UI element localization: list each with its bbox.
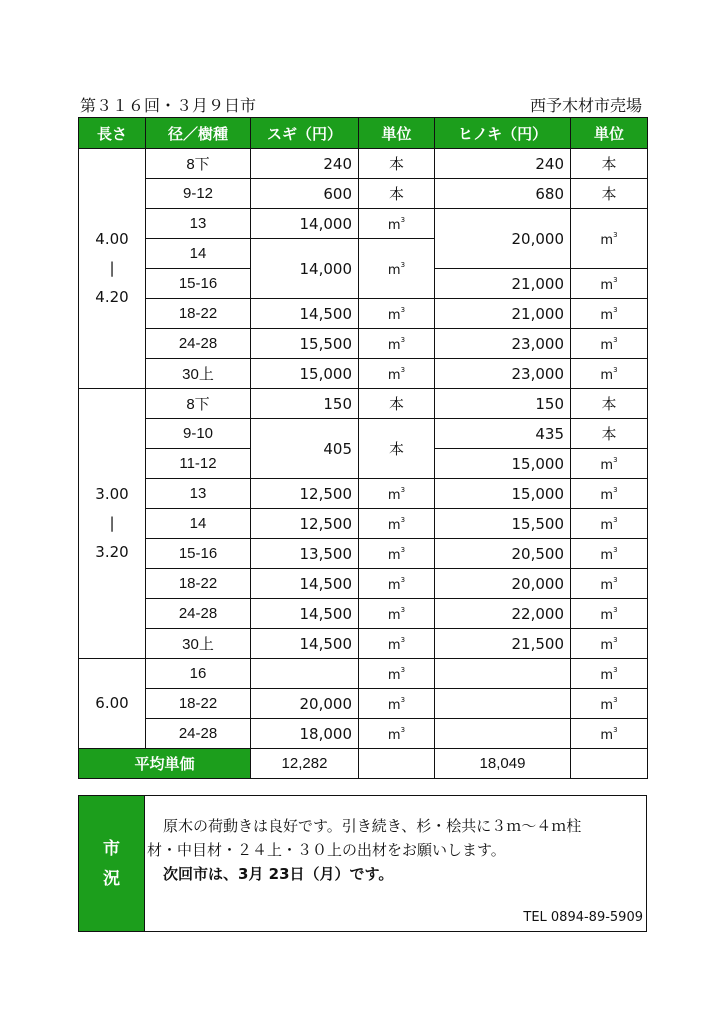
diameter-cell: 15-16 [146, 539, 251, 569]
table-row [79, 419, 648, 449]
table-row [79, 149, 648, 179]
unit-cell: 本 [359, 389, 435, 419]
sugi-price: 150 [251, 389, 359, 419]
hinoki-price: 21,500 [435, 629, 571, 659]
empty-cell [571, 749, 648, 779]
diameter-cell: 24-28 [146, 719, 251, 749]
unit-cell: $m^3$ [359, 689, 435, 719]
hinoki-price: 240 [435, 149, 571, 179]
hinoki-price: 21,000 [435, 299, 571, 329]
unit-cell: 本 [359, 149, 435, 179]
sugi-price: 405 [251, 419, 359, 479]
col-length: 長さ [79, 118, 146, 149]
sugi-price: 14,500 [251, 569, 359, 599]
hinoki-price: 150 [435, 389, 571, 419]
unit-cell: 本 [359, 419, 435, 479]
average-hinoki: 18,049 [435, 749, 571, 779]
diameter-cell: 30上 [146, 359, 251, 389]
table-row [79, 209, 648, 239]
sugi-price: 15,500 [251, 329, 359, 359]
table-row [79, 569, 648, 599]
sugi-price: 12,500 [251, 509, 359, 539]
unit-cell: $m^3$ [571, 689, 648, 719]
hinoki-price: 15,000 [435, 449, 571, 479]
hinoki-price [435, 689, 571, 719]
unit-cell: $m^3$ [571, 329, 648, 359]
sugi-price: 600 [251, 179, 359, 209]
diameter-cell: 9-12 [146, 179, 251, 209]
diameter-cell: 8下 [146, 149, 251, 179]
unit-cell: 本 [571, 149, 648, 179]
col-unit-sugi: 単位 [359, 118, 435, 149]
market-line-2: 材・中目材・２４上・３０上の出材をお願いします。 [147, 841, 506, 859]
hinoki-price: 15,000 [435, 479, 571, 509]
table-row [79, 329, 648, 359]
diameter-cell: 16 [146, 659, 251, 689]
diameter-cell: 8下 [146, 389, 251, 419]
unit-cell: $m^3$ [359, 509, 435, 539]
unit-cell: $m^3$ [359, 209, 435, 239]
unit-cell: $m^3$ [359, 539, 435, 569]
average-row [79, 749, 648, 779]
hinoki-price [435, 659, 571, 689]
diameter-cell: 30上 [146, 629, 251, 659]
sugi-price: 240 [251, 149, 359, 179]
unit-cell: $m^3$ [359, 329, 435, 359]
market-title: 第３１６回・３月９日市 [80, 96, 257, 115]
hinoki-price: 680 [435, 179, 571, 209]
unit-cell: $m^3$ [571, 359, 648, 389]
diameter-cell: 13 [146, 479, 251, 509]
market-conditions-label: 市 況 [79, 796, 145, 931]
unit-cell: $m^3$ [571, 449, 648, 479]
hinoki-price: 21,000 [435, 269, 571, 299]
table-row [79, 629, 648, 659]
sugi-price: 14,500 [251, 599, 359, 629]
unit-cell: $m^3$ [359, 569, 435, 599]
unit-cell: 本 [571, 389, 648, 419]
next-market-notice: 次回市は、3月 23日（月）です。 [163, 865, 394, 883]
unit-cell: $m^3$ [571, 629, 648, 659]
hinoki-price [435, 719, 571, 749]
diameter-cell: 15-16 [146, 269, 251, 299]
diameter-cell: 18-22 [146, 569, 251, 599]
hinoki-price: 22,000 [435, 599, 571, 629]
table-header-row [79, 118, 648, 149]
sugi-price [251, 659, 359, 689]
diameter-cell: 18-22 [146, 689, 251, 719]
unit-cell: $m^3$ [359, 599, 435, 629]
table-row [79, 599, 648, 629]
unit-cell: $m^3$ [571, 539, 648, 569]
unit-cell: $m^3$ [571, 569, 648, 599]
sugi-price: 18,000 [251, 719, 359, 749]
unit-cell: $m^3$ [359, 479, 435, 509]
diameter-cell: 9-10 [146, 419, 251, 449]
unit-cell: $m^3$ [359, 629, 435, 659]
unit-cell: $m^3$ [571, 659, 648, 689]
unit-cell: $m^3$ [571, 479, 648, 509]
table-row [79, 299, 648, 329]
unit-cell: 本 [359, 179, 435, 209]
table-row [79, 389, 648, 419]
table-row [79, 689, 648, 719]
diameter-cell: 24-28 [146, 599, 251, 629]
market-conditions-text [147, 814, 643, 886]
sugi-price: 20,000 [251, 689, 359, 719]
hinoki-price: 20,000 [435, 569, 571, 599]
table-row [79, 659, 648, 689]
hinoki-price: 435 [435, 419, 571, 449]
unit-cell: $m^3$ [359, 719, 435, 749]
unit-cell: $m^3$ [359, 659, 435, 689]
table-row [79, 359, 648, 389]
diameter-cell: 13 [146, 209, 251, 239]
telephone-number: TEL 0894-89-5909 [523, 910, 643, 925]
col-unit-hinoki: 単位 [571, 118, 648, 149]
col-hinoki: ヒノキ（円） [435, 118, 571, 149]
price-table [78, 117, 648, 779]
unit-cell: $m^3$ [359, 239, 435, 299]
unit-cell: $m^3$ [571, 209, 648, 269]
table-row [79, 479, 648, 509]
market-conditions-box [78, 795, 647, 932]
diameter-cell: 11-12 [146, 449, 251, 479]
col-sugi: スギ（円） [251, 118, 359, 149]
unit-cell: $m^3$ [571, 719, 648, 749]
empty-cell [359, 749, 435, 779]
hinoki-price: 23,000 [435, 329, 571, 359]
table-row [79, 539, 648, 569]
hinoki-price: 20,000 [435, 209, 571, 269]
length-cell: 4.00 | 4.20 [79, 149, 146, 389]
diameter-cell: 14 [146, 239, 251, 269]
sugi-price: 14,000 [251, 209, 359, 239]
hinoki-price: 15,500 [435, 509, 571, 539]
sugi-price: 14,000 [251, 239, 359, 299]
sugi-price: 15,000 [251, 359, 359, 389]
unit-cell: $m^3$ [571, 509, 648, 539]
table-row [79, 719, 648, 749]
diameter-cell: 14 [146, 509, 251, 539]
sugi-price: 13,500 [251, 539, 359, 569]
sugi-price: 14,500 [251, 299, 359, 329]
hinoki-price: 23,000 [435, 359, 571, 389]
unit-cell: $m^3$ [359, 299, 435, 329]
diameter-cell: 18-22 [146, 299, 251, 329]
table-row [79, 179, 648, 209]
market-venue: 西予木材市売場 [529, 96, 642, 115]
market-line-1: 原木の荷動きは良好です。引き続き、杉・桧共に３ｍ〜４ｍ柱 [163, 817, 582, 835]
table-row [79, 509, 648, 539]
hinoki-price: 20,500 [435, 539, 571, 569]
col-diameter: 径／樹種 [146, 118, 251, 149]
average-label: 平均単価 [79, 749, 251, 779]
diameter-cell: 24-28 [146, 329, 251, 359]
unit-cell: $m^3$ [359, 359, 435, 389]
unit-cell: 本 [571, 179, 648, 209]
unit-cell: $m^3$ [571, 269, 648, 299]
unit-cell: 本 [571, 419, 648, 449]
unit-cell: $m^3$ [571, 299, 648, 329]
unit-cell: $m^3$ [571, 599, 648, 629]
sugi-price: 14,500 [251, 629, 359, 659]
length-cell: 6.00 [79, 659, 146, 749]
length-cell: 3.00 | 3.20 [79, 389, 146, 659]
sugi-price: 12,500 [251, 479, 359, 509]
average-sugi: 12,282 [251, 749, 359, 779]
